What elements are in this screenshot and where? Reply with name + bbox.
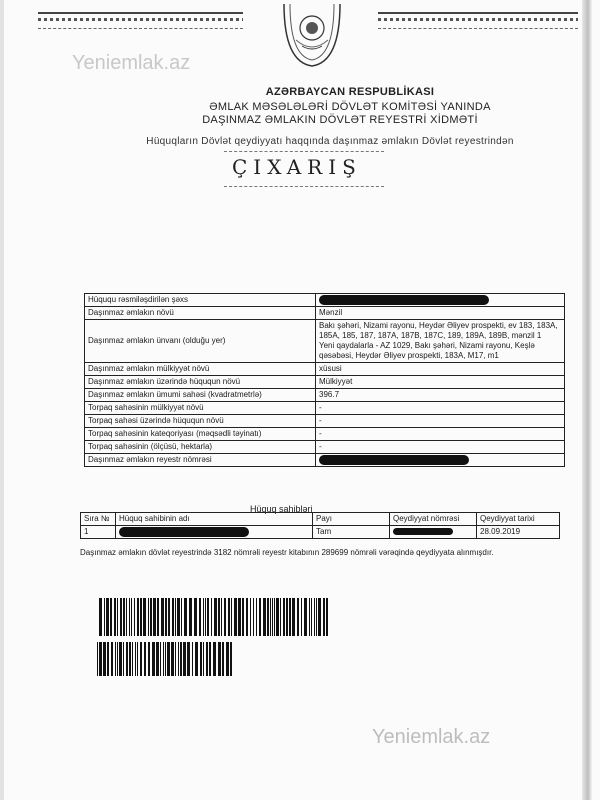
barcode-bar: [148, 598, 149, 636]
row-label: Torpaq sahəsinin kateqoriyası (məqsədli təyinatı): [85, 428, 316, 441]
redacted-reg-number: [393, 528, 453, 535]
barcode-bar: [267, 598, 269, 636]
scan-edge-left: [0, 0, 4, 800]
barcode-bar: [123, 642, 124, 676]
barcode-bar: [107, 642, 109, 676]
barcode-bar: [171, 642, 174, 676]
barcode-bar: [152, 642, 155, 676]
barcode-2: [97, 642, 233, 676]
barcode-bar: [214, 598, 217, 636]
row-label: Daşınmaz əmlakın ümumi sahəsi (kvadratmetrlə): [85, 389, 316, 402]
barcode-bar: [99, 598, 102, 636]
barcode-bar: [143, 598, 146, 636]
barcode-bar: [226, 642, 229, 676]
barcode-bar: [167, 642, 170, 676]
barcode-bar: [180, 642, 182, 676]
state-emblem-icon: [276, 2, 348, 74]
barcode-bar: [195, 642, 198, 676]
barcode-bar: [323, 598, 325, 636]
row-label: Torpaq sahəsi üzərində hüququn növü: [85, 415, 316, 428]
header-subtitle: Hüquqların Dövlət qeydiyyatı haqqında daşınmaz əmlakın Dövlət reyestrindən: [146, 136, 514, 147]
barcode-bar: [129, 642, 131, 676]
barcode-bar: [242, 598, 244, 636]
barcode-bar: [238, 598, 241, 636]
barcode-bar: [184, 598, 187, 636]
barcode-bar: [120, 598, 122, 636]
table-row: [85, 294, 565, 307]
row-value: -: [316, 415, 565, 428]
col-header-name: Hüquq sahibinin adı: [116, 513, 313, 526]
table-row: [85, 389, 565, 402]
barcode-bar: [203, 598, 204, 636]
row-label: Daşınmaz əmlakın reyestr nömrəsi: [85, 454, 316, 467]
row-label: Daşınmaz əmlakın növü: [85, 307, 316, 320]
barcode-bar: [200, 642, 202, 676]
barcode-bar: [207, 598, 209, 636]
barcode-bar: [137, 642, 138, 676]
barcode-bar: [289, 598, 291, 636]
barcode-bar: [103, 642, 106, 676]
barcode-bar: [304, 598, 307, 636]
barcode-bar: [301, 598, 302, 636]
table-row: [85, 307, 565, 320]
barcode-bar: [183, 642, 186, 676]
col-header-share: Payı: [313, 513, 390, 526]
barcode-bar: [115, 642, 116, 676]
owner-name: [116, 526, 313, 539]
barcode-bar: [153, 598, 156, 636]
row-label: Torpaq sahəsinin mülkiyyət növü: [85, 402, 316, 415]
col-header-no: Sıra №: [81, 513, 116, 526]
row-label: Torpaq sahəsinin (ölçüsü, hektarla): [85, 441, 316, 454]
owners-section-title: Hüquq sahibləri: [250, 504, 313, 514]
watermark-top: Yeniemlak.az: [72, 52, 191, 74]
registry-note: Daşınmaz əmlakın dövlət reyestrində 3182 nömrəli reyestr kitabının 289699 nömrəli vərəqində qeydiyyata alınmışdır.: [80, 548, 494, 557]
barcode-bar: [318, 598, 321, 636]
barcode-bar: [276, 598, 279, 636]
barcode-bar: [274, 598, 275, 636]
barcode-bar: [187, 642, 190, 676]
header-ornament-right: [378, 12, 578, 29]
barcode-bar: [309, 598, 310, 636]
row-value: xüsusi: [316, 363, 565, 376]
barcode-bar: [135, 642, 136, 676]
barcode-bar: [168, 598, 170, 636]
barcode-bar: [117, 598, 118, 636]
row-value: [316, 320, 565, 363]
barcode-bar: [272, 598, 273, 636]
owner-share: Tam: [313, 526, 390, 539]
barcode-bar: [126, 642, 128, 676]
barcode-bar: [111, 642, 113, 676]
table-row: [85, 428, 565, 441]
barcode-bar: [148, 642, 150, 676]
barcode-bar: [114, 598, 116, 636]
redacted-owner: [119, 527, 249, 537]
barcode-bar: [283, 598, 285, 636]
owners-table: [80, 512, 560, 539]
barcode-bar: [206, 642, 208, 676]
barcode-bar: [97, 642, 98, 676]
row-value: -: [316, 402, 565, 415]
table-row: [85, 415, 565, 428]
barcode-bar: [123, 598, 125, 636]
table-row: [81, 526, 560, 539]
barcode-bar: [209, 642, 211, 676]
barcode-bar: [253, 598, 254, 636]
owner-no: 1: [81, 526, 116, 539]
barcode-bar: [129, 598, 130, 636]
barcode-bar: [132, 642, 133, 676]
barcode-bar: [286, 598, 288, 636]
barcode-1: [99, 598, 331, 636]
barcode-bar: [218, 598, 220, 636]
barcode-bar: [144, 642, 146, 676]
owners-header-row: [81, 513, 560, 526]
address-old: Bakı şəhəri, Nizami rayonu, Heydər Əliyev prospekti, ev 183, 183A, 185A, 185, 187, 187A, 187B, 187C, 189, 189A, 189B, mənzil 1: [319, 321, 558, 341]
barcode-bar: [203, 642, 204, 676]
table-row: [85, 376, 565, 389]
barcode-bar: [189, 598, 192, 636]
barcode-bar: [224, 598, 226, 636]
barcode-bar: [205, 598, 206, 636]
barcode-bar: [218, 642, 221, 676]
barcode-bar: [231, 598, 232, 636]
table-row: [85, 320, 565, 363]
barcode-bar: [178, 642, 179, 676]
owner-reg-date: 28.09.2019: [477, 526, 560, 539]
barcode-bar: [263, 598, 266, 636]
barcode-bar: [137, 598, 139, 636]
barcode-bar: [259, 598, 261, 636]
barcode-bar: [117, 642, 118, 676]
barcode-bar: [326, 598, 328, 636]
document-title: ÇIXARIŞ: [232, 155, 362, 179]
barcode-bar: [222, 642, 224, 676]
barcode-bar: [160, 642, 161, 676]
header-committee: ƏMLAK MƏSƏLƏLƏRİ DÖVLƏT KOMİTƏSİ YANINDA: [209, 101, 491, 113]
row-value: 396.7: [316, 389, 565, 402]
barcode-bar: [199, 598, 201, 636]
barcode-bar: [140, 598, 142, 636]
barcode-bar: [192, 642, 193, 676]
table-row: [85, 454, 565, 467]
barcode-bar: [104, 598, 105, 636]
barcode-bar: [316, 598, 317, 636]
barcode-bar: [221, 598, 222, 636]
row-value: -: [316, 428, 565, 441]
barcode-bar: [311, 598, 312, 636]
barcode-bar: [175, 642, 176, 676]
header-country: AZƏRBAYCAN RESPUBLİKASI: [265, 86, 435, 98]
row-value: Mülkiyyət: [316, 376, 565, 389]
row-value: [316, 294, 565, 307]
barcode-bar: [150, 598, 152, 636]
barcode-bar: [234, 598, 237, 636]
header-service: DAŞINMAZ ƏMLAKIN DÖVLƏT REYESTRİ XİDMƏTİ: [202, 114, 478, 126]
row-label: Hüququ rəsmiləşdirilən şəxs: [85, 294, 316, 307]
property-details-table: [84, 293, 565, 467]
table-row: [85, 363, 565, 376]
col-header-reg-no: Qeydiyyat nömrəsi: [390, 513, 477, 526]
redacted-registry-number: [319, 455, 469, 465]
barcode-bar: [194, 598, 197, 636]
watermark-bottom: Yeniemlak.az: [372, 726, 491, 748]
row-label: Daşınmaz əmlakın üzərində hüququn növü: [85, 376, 316, 389]
row-value: [316, 454, 565, 467]
barcode-bar: [177, 598, 180, 636]
barcode-bar: [119, 642, 122, 676]
barcode-bar: [110, 598, 112, 636]
barcode-bar: [157, 598, 159, 636]
barcode-bar: [175, 598, 176, 636]
barcode-bar: [165, 642, 166, 676]
barcode-bar: [270, 598, 271, 636]
barcode-bar: [161, 598, 164, 636]
col-header-reg-date: Qeydiyyat tarixi: [477, 513, 560, 526]
barcode-bar: [228, 598, 230, 636]
barcode-bar: [213, 642, 216, 676]
barcode-bar: [163, 642, 164, 676]
table-row: [85, 441, 565, 454]
table-row: [85, 402, 565, 415]
header-ornament-left: [38, 12, 243, 29]
address-new: Yeni qaydalarla - AZ 1029, Bakı şəhəri, Nizami rayonu, Keşlə qəsəbəsi, Heydər Əliyev prospekti, 183A, M17, m1: [319, 341, 535, 361]
barcode-bar: [250, 598, 251, 636]
owner-reg-no: [390, 526, 477, 539]
row-value: -: [316, 441, 565, 454]
barcode-bar: [280, 598, 281, 636]
barcode-bar: [181, 598, 182, 636]
barcode-bar: [131, 598, 132, 636]
barcode-bar: [156, 642, 159, 676]
barcode-bar: [172, 598, 174, 636]
row-label: Daşınmaz əmlakın mülkiyyət növü: [85, 363, 316, 376]
barcode-bar: [140, 642, 142, 676]
redacted-owner-name: [319, 295, 489, 305]
barcode-bar: [211, 598, 212, 636]
barcode-bar: [134, 598, 135, 636]
barcode-bar: [314, 598, 315, 636]
barcode-bar: [256, 598, 257, 636]
barcode-bar: [165, 598, 167, 636]
row-value: Mənzil: [316, 307, 565, 320]
barcode-bar: [230, 642, 232, 676]
barcode-bar: [297, 598, 299, 636]
barcode-bar: [246, 598, 248, 636]
barcode-bar: [126, 598, 127, 636]
barcode-bar: [99, 642, 102, 676]
row-label: Daşınmaz əmlakın ünvanı (olduğu yer): [85, 320, 316, 363]
barcode-bar: [292, 598, 295, 636]
barcode-bar: [106, 598, 109, 636]
